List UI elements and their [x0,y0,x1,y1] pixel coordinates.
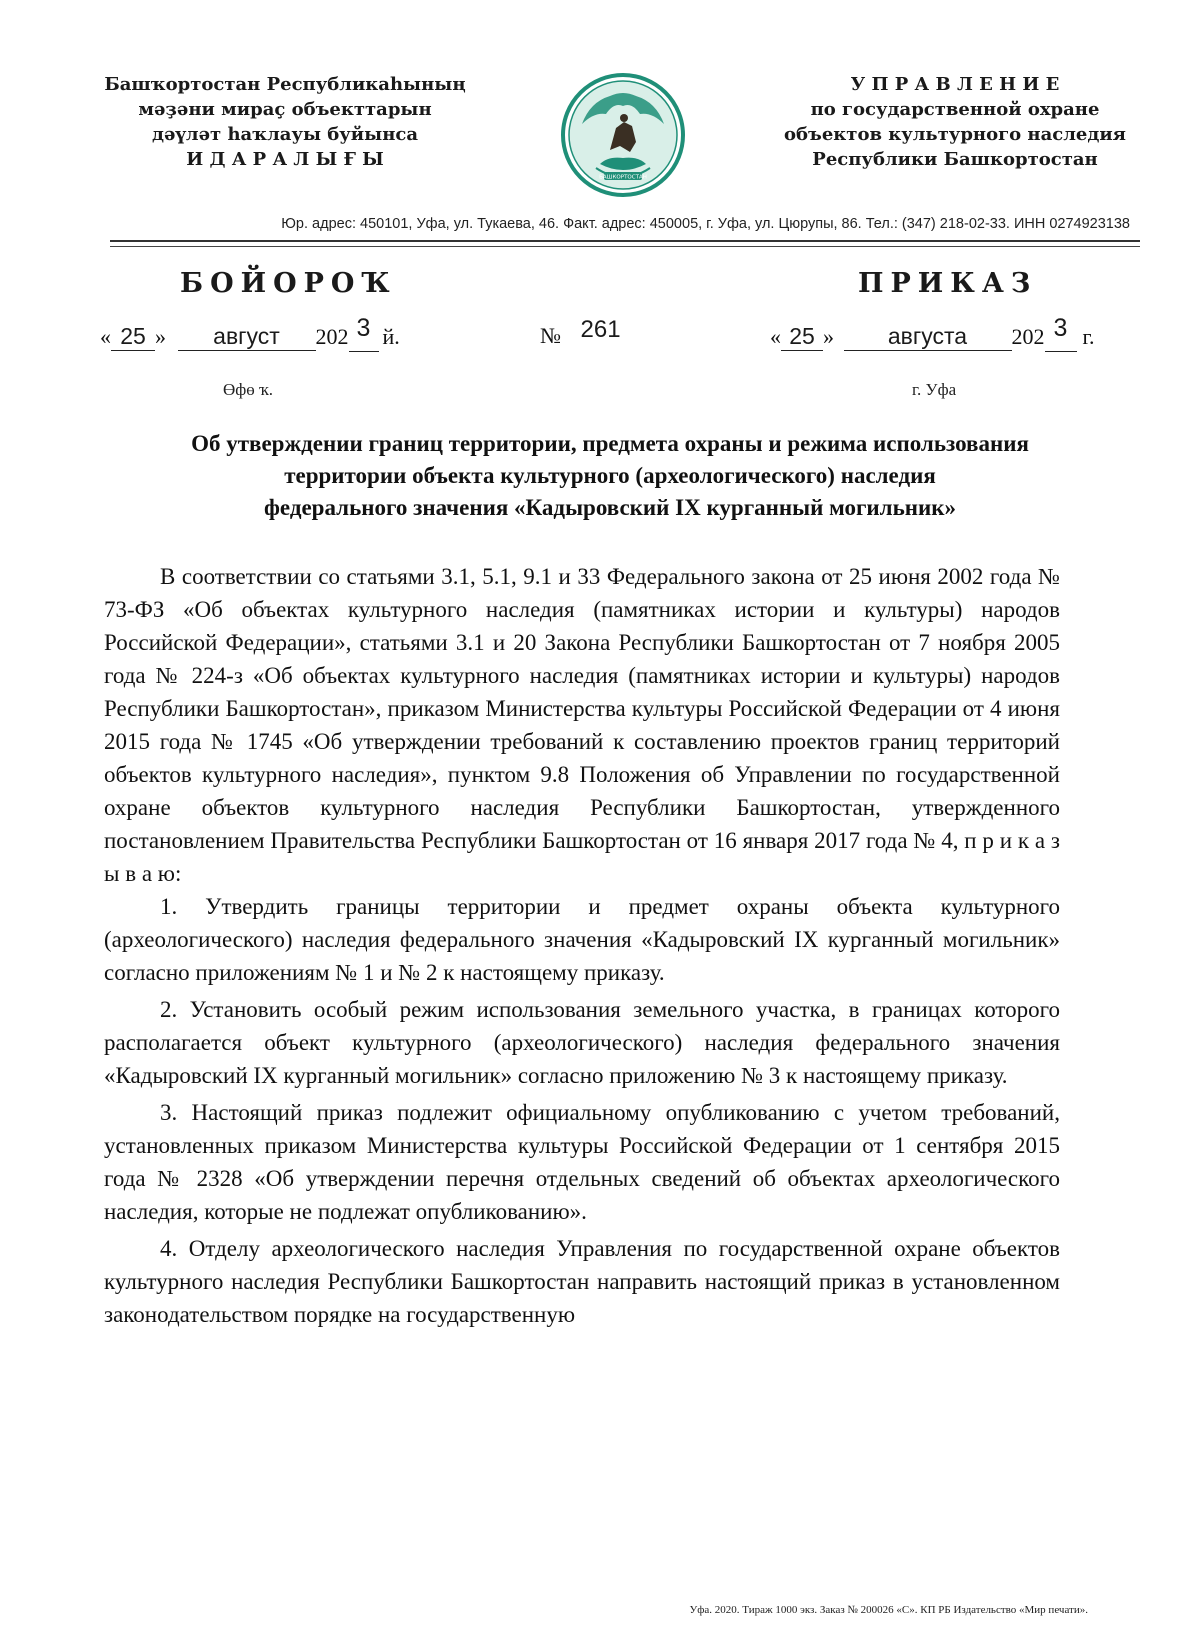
date-left-year-digit: 3 [356,314,371,342]
order-title-bashkir: БОЙОРОҠ [180,268,397,299]
date-right [770,314,1095,352]
header-right-block [770,72,1140,172]
body-paragraph-item-4: 4. Отделу археологического наследия Управления по государственной охране объектов культурного наследия Республики Башкортостан направить настоящий приказ в установленном законодательством порядке на государственную [104,1236,1060,1327]
header-right-line: У П Р А В Л Е Н И Е [850,74,1060,95]
date-left-close-quote: » [155,324,166,349]
date-left-open-quote: « [100,324,111,349]
place-right: г. Уфа [912,380,957,399]
order-subject [100,428,1120,524]
date-left [100,314,400,352]
header-left-block [100,72,470,172]
date-right-day: 25 [781,323,823,351]
date-right-close-quote: » [823,324,834,349]
emblem-icon [560,72,686,198]
body-paragraph-item-3: 3. Настоящий приказ подлежит официальному опубликованию с учетом требований, установленных приказом Министерства культуры Российской Федерации от 1 сентября 2015 года № 2328 «Об утверждении перечня отдельных сведений об объектах археологического наследия, которые не подлежат опубликованию». [104,1100,1060,1224]
date-right-month: августа [844,323,1012,351]
header-right-line: Республики Башкортостан [812,149,1098,170]
header-left-line: дәүләт һаҡлауы буйынса [151,124,418,145]
subject-line: федерального значения «Кадыровский IX курганный могильник» [264,495,956,520]
emblem-text: БАШКОРТОСТАН [599,174,647,181]
subject-line: Об утверждении границ территории, предмета охраны и режима использования [191,431,1029,456]
place-left: Өфө ҡ. [223,380,274,399]
date-left-day: 25 [111,323,155,351]
order-number-block [540,316,621,350]
date-right-year-digit: 3 [1053,314,1068,342]
number-sign: № [540,323,561,348]
header-divider-thin [110,246,1140,247]
order-number: 261 [580,316,621,343]
body-paragraph-preamble: В соответствии со статьями 3.1, 5.1, 9.1 и 33 Федерального закона от 25 июня 2002 года № 73-ФЗ «Об объектах культурного наследия (памятниках истории и культуры) народов Российской Федерации», статьями 3.1 и 20 Закона Республики Башкортостан от 7 ноября 2005 года № 224-з «Об объектах культурного наследия (памятниках истории и культуры) народов Республики Башкортостан», приказом Министерства культуры Российской Федерации от 4 июня 2015 года № 1745 «Об утверждении требований к составлению проектов границ территорий объектов культурного наследия», пунктом 9.8 Положения об Управлении по государственной охране объектов культурного наследия Республики Башкортостан, утвержденного постановлением Правительства Республики Башкортостан от 16 января 2017 года № 4, п р и к а з ы в а ю: [104,564,1060,886]
subject-line: территории объекта культурного (археологического) наследия [284,463,936,488]
order-title-russian: ПРИКАЗ [858,268,1038,299]
header-left-line: Башҡортостан Республикаһының [104,74,466,95]
date-right-open-quote: « [770,324,781,349]
header-left-line: мәҙәни мираҫ объекттарын [138,99,432,120]
date-right-suffix: г. [1082,324,1095,349]
date-left-year: 202 [315,324,349,349]
date-right-year: 202 [1011,324,1045,349]
address-line: Юр. адрес: 450101, Уфа, ул. Тукаева, 46. Факт. адрес: 450005, г. Уфа, ул. Цюрупы, 86. Тел.: (347) 218-02-33. ИНН 0274923138 [281,216,1130,232]
printer-footer: Уфа. 2020. Тираж 1000 экз. Заказ № 200026 «С». КП РБ Издательство «Мир печати». [689,1604,1088,1616]
date-left-month: август [178,323,316,351]
order-body [104,560,1060,1331]
body-paragraph-item-1: 1. Утвердить границы территории и предмет охраны объекта культурного (археологического) наследия федерального значения «Кадыровский IX курганный могильник» согласно приложениям № 1 и № 2 к настоящему приказу. [104,894,1060,985]
header-right-line: объектов культурного наследия [784,124,1126,145]
header-left-line: И Д А Р А Л Ы Ғ Ы [186,149,384,170]
header-right-line: по государственной охране [810,99,1100,120]
body-paragraph-item-2: 2. Установить особый режим использования земельного участка, в границах которого располагается объект культурного (археологического) наследия федерального значения «Кадыровский IX курганный могильник» согласно приложению № 3 к настоящему приказу. [104,997,1060,1088]
header-divider-thick [110,240,1140,242]
date-left-suffix: й. [382,324,400,349]
coat-of-arms-emblem [560,72,686,198]
